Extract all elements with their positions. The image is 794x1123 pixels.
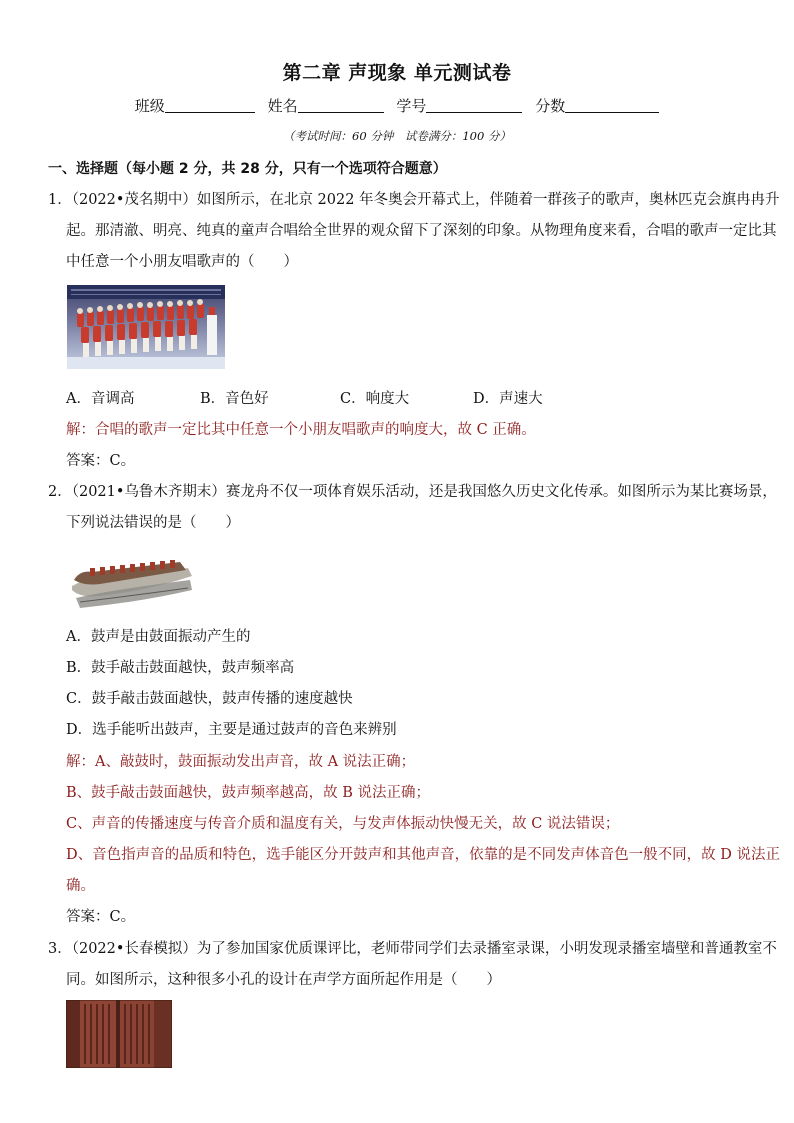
choir-photo — [67, 285, 225, 369]
q2-text-line-1: 2．（2021•乌鲁木齐期末）赛龙舟不仅一项体育娱乐活动，还是我国悠久历史文化传承。如图所示为某比赛场景， — [48, 484, 777, 500]
q1-option-c[interactable]: C．响度大 — [340, 391, 410, 407]
student-id-blank[interactable] — [426, 98, 522, 113]
class-label: 班级 — [134, 97, 165, 115]
q2-option-b[interactable]: B．鼓手敲击鼓面越快，鼓声频率高 — [66, 660, 295, 676]
score-label: 分数 — [535, 97, 566, 115]
q1-text-line-2: 起。那清澈、明亮、纯真的童声合唱给全世界的观众留下了深刻的印象。从物理角度来看，合唱的歌声一定比其 — [66, 223, 777, 239]
q1-option-b[interactable]: B．音色好 — [200, 391, 269, 407]
q1-option-d[interactable]: D．声速大 — [473, 391, 543, 407]
q1-solution: 解：合唱的歌声一定比其中任意一个小朋友唱歌声的响度大，故 C 正确。 — [66, 422, 536, 438]
q1-text-line-3: 中任意一个小朋友唱歌声的（ ） — [66, 254, 298, 270]
name-blank[interactable] — [298, 98, 384, 113]
page-title: 第二章 声现象 单元测试卷 — [282, 62, 512, 84]
q3-text-line-1: 3．（2022•长春模拟）为了参加国家优质课评比，老师带同学们去录播室录课，小明发现录播室墙壁和普通教室不 — [48, 941, 777, 957]
dragon-boat-photo — [70, 550, 194, 612]
recording-room-wall-photo — [66, 1000, 172, 1068]
score-blank[interactable] — [565, 98, 659, 113]
q2-option-c[interactable]: C．鼓手敲击鼓面越快，鼓声传播的速度越快 — [66, 691, 353, 707]
name-label: 姓名 — [267, 97, 298, 115]
exam-info: （考试时间：60 分钟 试卷满分：100 分） — [283, 129, 511, 143]
student-info-row — [0, 95, 794, 116]
q1-answer: 答案：C。 — [66, 453, 136, 469]
q2-text-line-2: 下列说法错误的是（ ） — [66, 515, 240, 531]
section-heading: 一、选择题（每小题 2 分，共 28 分，只有一个选项符合题意） — [48, 161, 447, 177]
student-id-label: 学号 — [396, 97, 427, 115]
q2-option-a[interactable]: A．鼓声是由鼓面振动产生的 — [66, 629, 251, 645]
q1-options — [66, 390, 543, 408]
q3-text-line-2: 同。如图所示，这种很多小孔的设计在声学方面所起作用是（ ） — [66, 972, 501, 988]
q1-text-line-1: 1．（2022•茂名期中）如图所示，在北京 2022 年冬奥会开幕式上，伴随着一群孩子的歌声，奥林匹克会旗冉冉升 — [48, 192, 780, 208]
q2-answer: 答案：C。 — [66, 909, 136, 925]
q2-solution-line-3: C、声音的传播速度与传音介质和温度有关，与发声体振动快慢无关，故 C 说法错误； — [66, 816, 620, 832]
q1-option-a[interactable]: A．音调高 — [66, 391, 135, 407]
q2-solution-line-1: 解：A、敲鼓时，鼓面振动发出声音，故 A 说法正确； — [66, 754, 416, 770]
q2-option-d[interactable]: D．选手能听出鼓声，主要是通过鼓声的音色来辨别 — [66, 722, 397, 738]
q2-solution-line-4: D、音色指声音的品质和特色，选手能区分开鼓声和其他声音，依靠的是不同发声体音色一般不同，故 D 说法正 — [66, 847, 780, 863]
class-blank[interactable] — [165, 98, 255, 113]
q2-solution-line-5: 确。 — [66, 878, 95, 894]
q2-solution-line-2: B、鼓手敲击鼓面越快，鼓声频率越高，故 B 说法正确； — [66, 785, 431, 801]
